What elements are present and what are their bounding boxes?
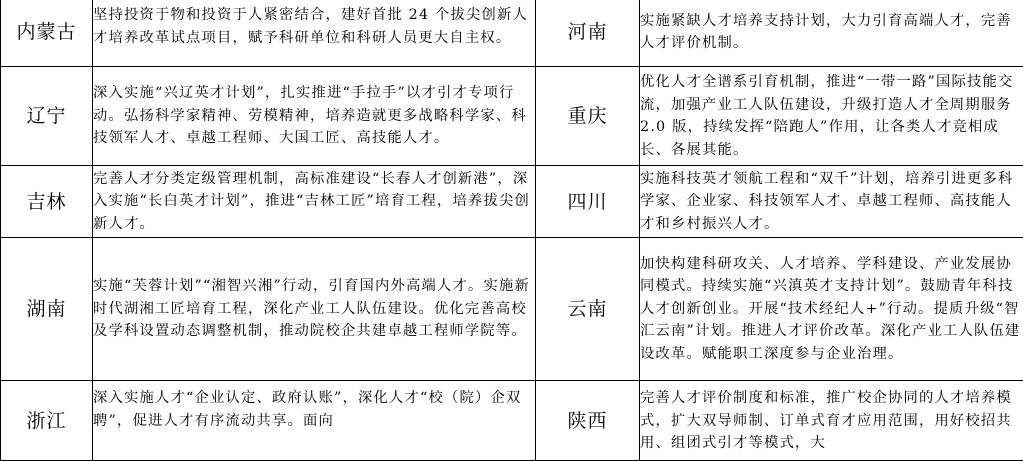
measure-cell: 实施科技英才领航工程和“双千”计划，培养引进更多科学家、企业家、科技领军人才、卓越工程师、高技能人才和乡村振兴人才。 [640,166,1023,238]
province-cell: 河南 [536,0,640,67]
table-row [1,238,1023,381]
province-cell: 陕西 [536,381,640,461]
measure-cell: 实施紧缺人才培养支持计划，大力引育高端人才，完善人才评价机制。 [640,0,1023,67]
province-cell: 湖南 [1,238,93,381]
measure-cell: 深入实施人才“企业认定、政府认账”，深化人才“校（院）企双聘”，促进人才有序流动共享。面向 [93,381,536,461]
province-cell: 四川 [536,166,640,238]
province-cell: 重庆 [536,67,640,166]
province-cell: 吉林 [1,166,93,238]
table-row [1,381,1023,461]
table-row [1,0,1023,67]
province-cell: 辽宁 [1,67,93,166]
table-row [1,67,1023,166]
table-row [1,166,1023,238]
province-cell: 内蒙古 [1,0,93,67]
measure-cell: 加快构建科研攻关、人才培养、学科建设、产业发展协同模式。持续实施“兴滇英才支持计划”。鼓励青年科技人才创新创业。开展“技术经纪人+”行动。提质升级“智汇云南”计划。推进人才评价改革。深化产业工人队伍建设改革。赋能职工深度参与企业治理。 [640,238,1023,381]
measure-cell: 完善人才评价制度和标准，推广校企协同的人才培养模式，扩大双导师制、订单式育才应用范围，用好校招共用、组团式引才等模式，大 [640,381,1023,461]
measure-cell: 优化人才全谱系引育机制，推进“一带一路”国际技能交流，加强产业工人队伍建设，升级打造人才全周期服务 2.0 版，持续发挥“陪跑人”作用，让各类人才竞相成长、各展其能。 [640,67,1023,166]
measure-cell: 深入实施“兴辽英才计划”，扎实推进“手拉手”以才引才专项行动。弘扬科学家精神、劳模精神，培养造就更多战略科学家、科技领军人才、卓越工程师、大国工匠、高技能人才。 [93,67,536,166]
province-cell: 云南 [536,238,640,381]
measure-cell: 实施“芙蓉计划”“湘智兴湘”行动，引育国内外高端人才。实施新时代湖湘工匠培育工程，深化产业工人队伍建设。优化完善高校及学科设置动态调整机制，推动院校企共建卓越工程师学院等。 [93,238,536,381]
measure-cell: 坚持投资于物和投资于人紧密结合，建好首批 24 个拔尖创新人才培养改革试点项目，赋予科研单位和科研人员更大自主权。 [93,0,536,67]
province-cell: 浙江 [1,381,93,461]
measure-cell: 完善人才分类定级管理机制，高标准建设“长春人才创新港”，深入实施“长白英才计划”，推进“吉林工匠”培育工程，培养拔尖创新人才。 [93,166,536,238]
